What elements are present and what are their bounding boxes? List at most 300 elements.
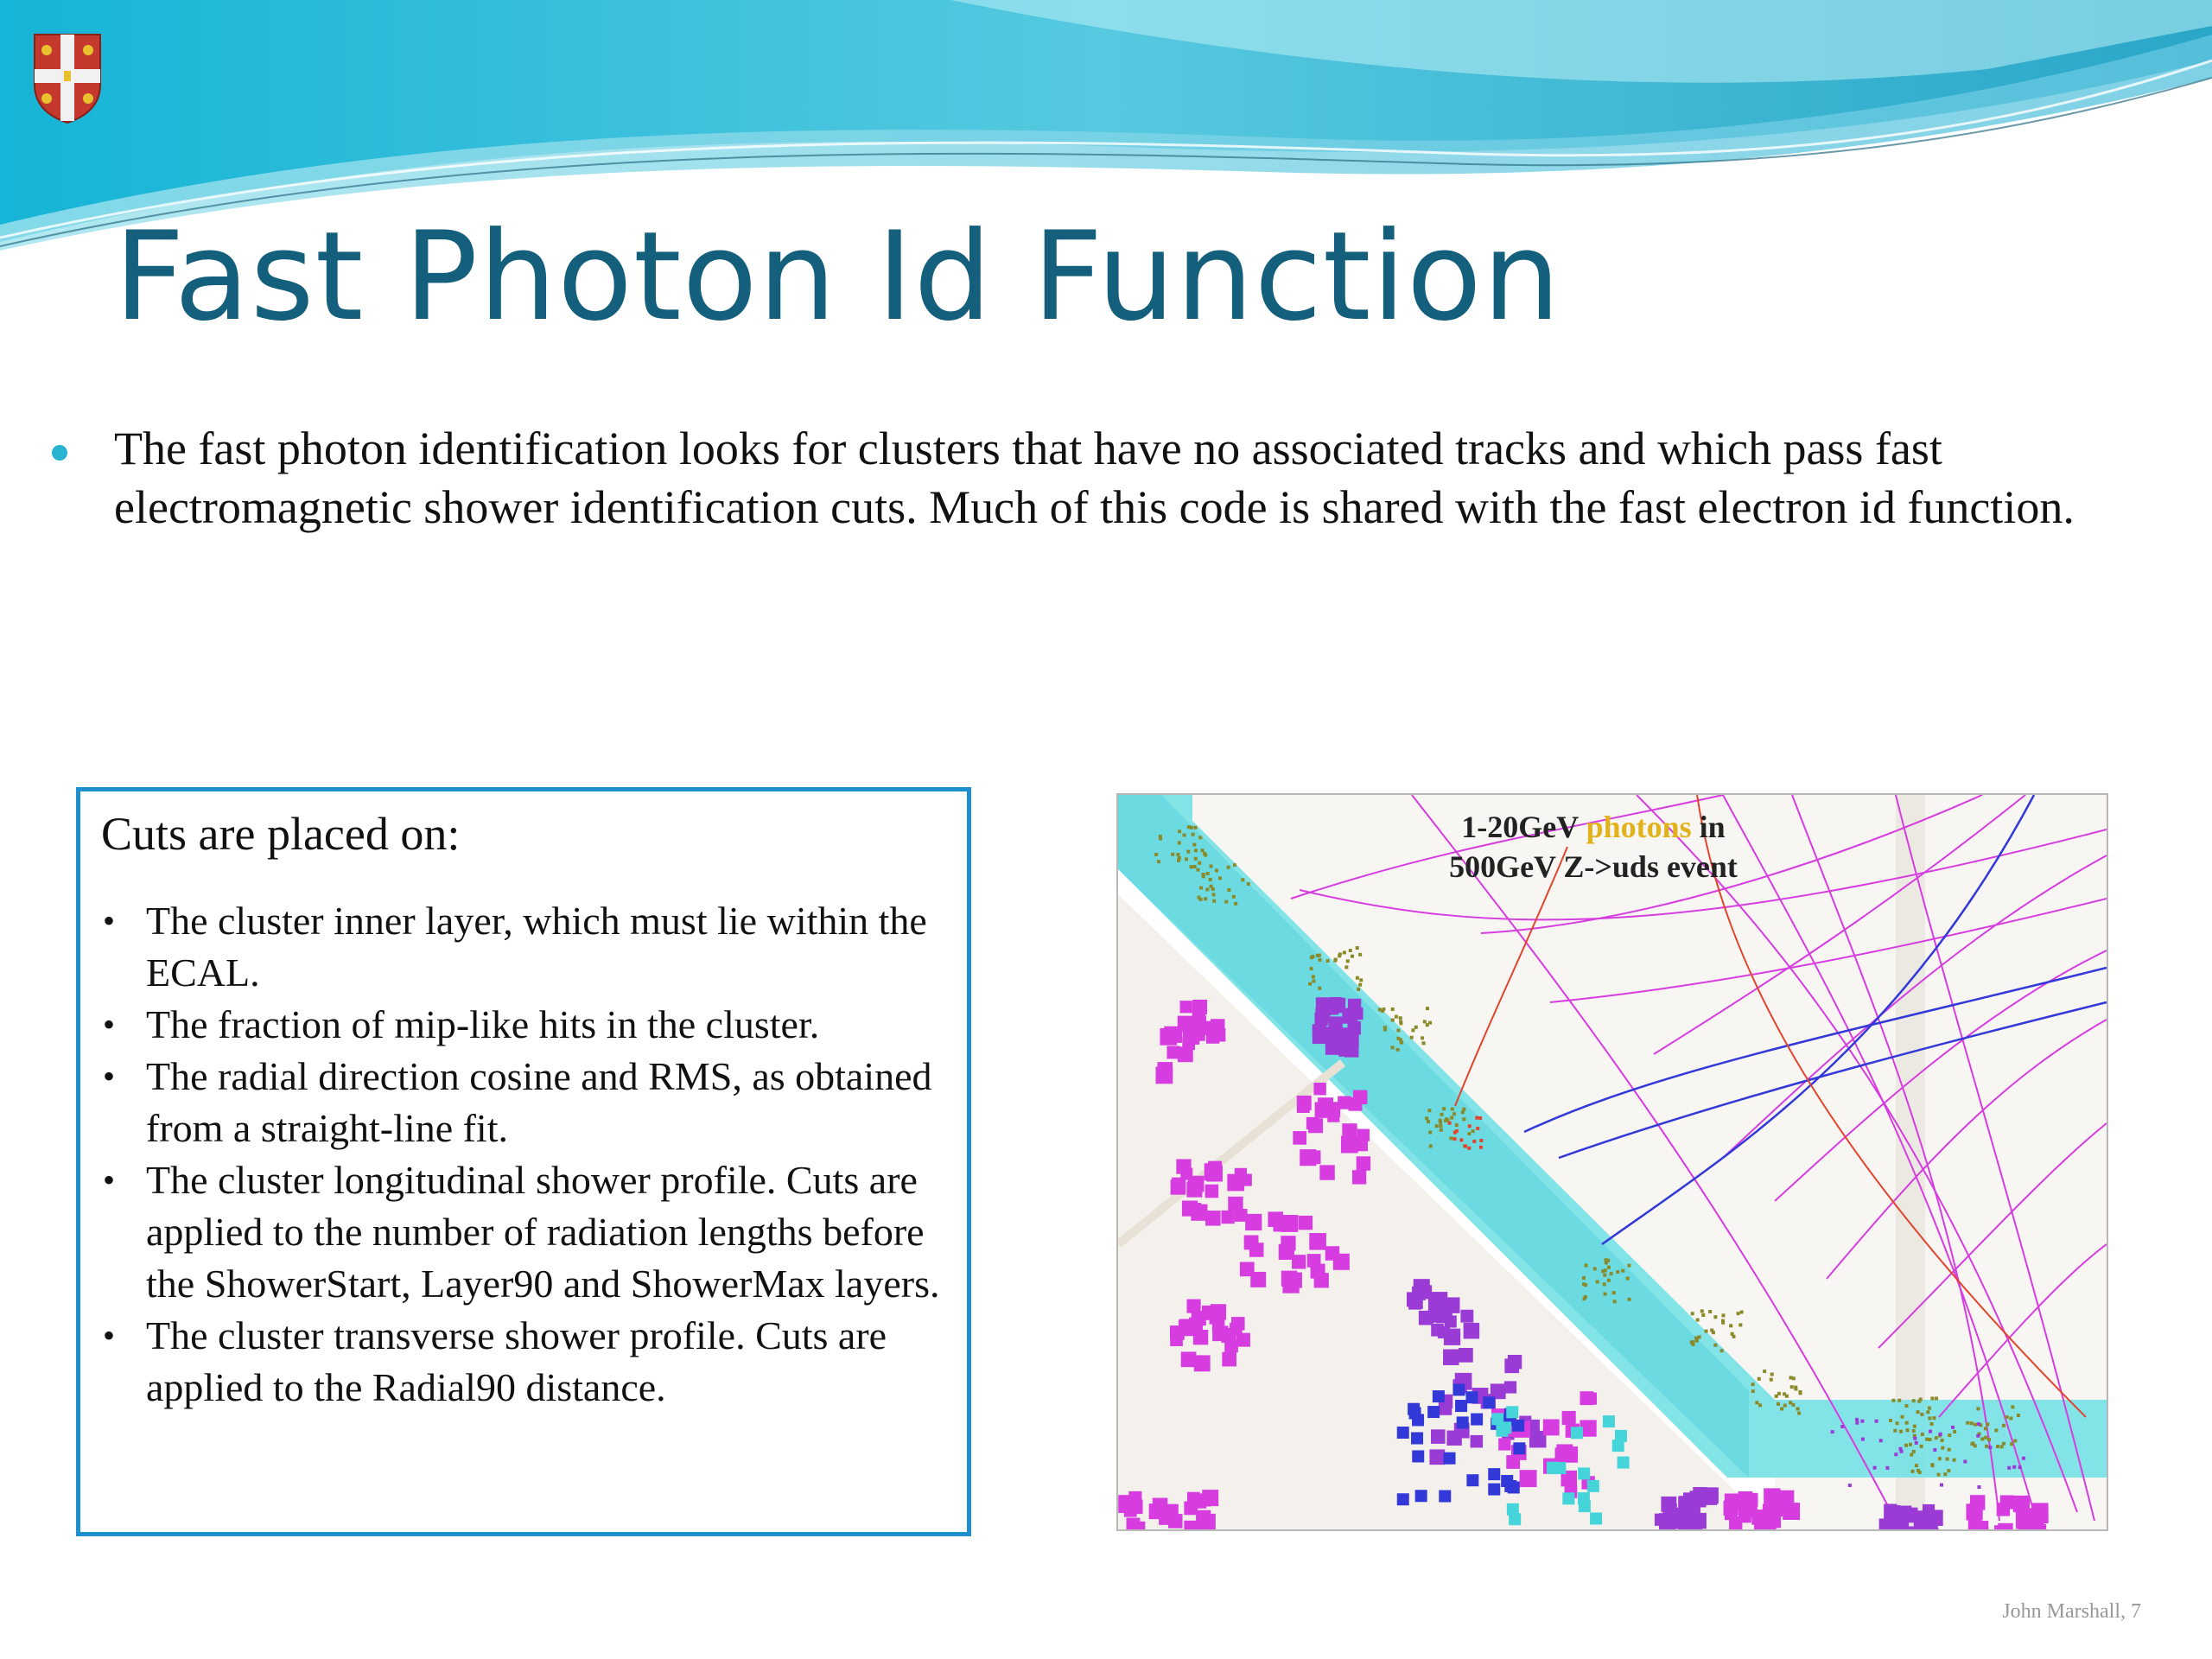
photon-hit: [1359, 978, 1363, 982]
calorimeter-hit: [1192, 1311, 1206, 1325]
photon-hit: [1232, 895, 1236, 899]
calorimeter-hit: [1198, 1514, 1216, 1529]
photon-hit: [1946, 1458, 1949, 1461]
photon-hit: [1930, 1422, 1934, 1426]
photon-hit: [2009, 1416, 2012, 1420]
calorimeter-hit: [1319, 1165, 1334, 1179]
photon-hit: [1343, 950, 1346, 954]
photon-hit: [1783, 1392, 1786, 1395]
photon-hit: [1201, 849, 1205, 852]
photon-hit: [2017, 1414, 2020, 1417]
photon-hit: [1462, 1117, 1465, 1121]
photon-hit: [1831, 1430, 1834, 1433]
calorimeter-hit: [1506, 1406, 1518, 1418]
calorimeter-hit: [1431, 1429, 1446, 1444]
photon-hit: [1422, 1041, 1426, 1045]
photon-hit: [1789, 1376, 1793, 1379]
calorimeter-hit: [1506, 1455, 1520, 1469]
bullet-dot-icon: •: [103, 901, 116, 940]
bullet-dot-icon: •: [103, 1057, 116, 1096]
photon-hit: [1893, 1429, 1897, 1433]
calorimeter-hit: [1162, 1504, 1179, 1521]
photon-hit: [1190, 865, 1193, 868]
calorimeter-hit: [1669, 1508, 1683, 1522]
photon-hit: [1356, 976, 1359, 980]
photon-hit: [1974, 1444, 1977, 1447]
calorimeter-hit: [1170, 1333, 1183, 1346]
photon-hit: [1691, 1312, 1694, 1315]
photon-hit: [1925, 1438, 1929, 1441]
photon-hit: [1933, 1448, 1936, 1452]
photon-hit: [1212, 893, 1216, 896]
photon-hit: [1796, 1407, 1800, 1410]
photon-hit: [1873, 1466, 1877, 1470]
calorimeter-hit: [1433, 1300, 1446, 1313]
photon-hit: [1904, 1404, 1908, 1408]
photon-hit: [1985, 1445, 1988, 1448]
calorimeter-hit: [1443, 1350, 1459, 1365]
calorimeter-hit: [1508, 1481, 1520, 1493]
cut-item-mip-fraction: [80, 999, 953, 1051]
photon-hit: [1698, 1335, 1701, 1338]
photon-hit: [1198, 836, 1202, 839]
calorimeter-hit: [1587, 1480, 1599, 1492]
photon-hit: [1479, 1139, 1483, 1142]
calorimeter-hit: [1222, 1352, 1236, 1367]
calorimeter-hit: [1210, 1309, 1225, 1325]
photon-hit: [1202, 874, 1205, 878]
photon-hit: [1616, 1270, 1619, 1274]
photon-hit: [1953, 1430, 1956, 1433]
photon-hit: [1468, 1124, 1471, 1128]
calorimeter-hit: [1183, 1027, 1199, 1044]
photon-hit: [1451, 1108, 1454, 1111]
photon-hit: [1312, 979, 1315, 982]
calorimeter-hit: [1247, 1214, 1260, 1227]
calorimeter-hit: [1471, 1435, 1484, 1448]
photon-hit: [1941, 1446, 1944, 1450]
calorimeter-hit: [1415, 1490, 1427, 1502]
photon-hit: [1939, 1433, 1942, 1436]
photon-hit: [1193, 865, 1197, 868]
photon-hit: [1897, 1399, 1901, 1402]
photon-hit: [1357, 988, 1360, 991]
photon-hit: [1448, 1122, 1452, 1125]
photon-hit: [1478, 1116, 1482, 1120]
photon-hit: [1758, 1403, 1762, 1407]
calorimeter-hit: [1459, 1348, 1473, 1363]
photon-hit: [1423, 1020, 1427, 1023]
photon-hit: [1740, 1311, 1744, 1314]
calorimeter-hit: [1884, 1516, 1900, 1529]
photon-hit: [2011, 1405, 2014, 1408]
calorimeter-hit: [1550, 1462, 1562, 1474]
cut-item-text: The cluster inner layer, which must lie within the ECAL.: [146, 899, 927, 995]
calorimeter-hit: [1194, 1355, 1211, 1371]
photon-hit: [1227, 888, 1230, 892]
photon-hit: [1910, 1453, 1913, 1457]
photon-hit: [1879, 1439, 1883, 1442]
calorimeter-hit: [1439, 1491, 1451, 1503]
calorimeter-hit: [1205, 1211, 1221, 1226]
calorimeter-hit: [1235, 1209, 1248, 1222]
photon-hit: [1318, 987, 1321, 990]
photon-hit: [1399, 1038, 1402, 1041]
photon-hit: [1963, 1460, 1967, 1464]
calorimeter-hit: [1465, 1391, 1478, 1403]
photon-hit: [1603, 1274, 1606, 1277]
photon-hit: [1607, 1279, 1611, 1282]
calorimeter-hit: [1571, 1427, 1583, 1439]
photon-hit: [1708, 1310, 1712, 1313]
photon-hit: [1196, 868, 1199, 872]
photon-hit: [1721, 1319, 1725, 1323]
photon-hit: [1455, 1123, 1459, 1127]
calorimeter-hit: [2000, 1495, 2014, 1509]
photon-hit: [1582, 1276, 1586, 1280]
photon-hit: [2012, 1465, 2016, 1469]
photon-hit: [1411, 1028, 1414, 1032]
cuts-box: [76, 787, 971, 1536]
calorimeter-hit: [1555, 1447, 1567, 1459]
calorimeter-hit: [1778, 1491, 1794, 1506]
photon-hit: [2007, 1466, 2011, 1470]
calorimeter-hit: [1329, 997, 1342, 1010]
calorimeter-hit: [1250, 1272, 1266, 1287]
photon-hit: [1875, 1420, 1878, 1423]
calorimeter-hit: [1483, 1396, 1495, 1408]
photon-hit: [1467, 1147, 1471, 1150]
photon-hit: [1738, 1323, 1742, 1326]
event-display-image: [1116, 793, 2108, 1531]
calorimeter-hit: [1292, 1255, 1306, 1268]
photon-hit: [1428, 1130, 1432, 1134]
photon-hit: [1935, 1436, 1938, 1440]
photon-hit: [1701, 1313, 1705, 1317]
calorimeter-hit: [1457, 1416, 1469, 1428]
photon-hit: [1467, 1132, 1471, 1135]
photon-hit: [1318, 958, 1321, 962]
photon-hit: [1391, 1007, 1395, 1011]
calorimeter-hit: [1352, 1170, 1366, 1184]
photon-hit: [1338, 952, 1342, 956]
photon-hit: [1356, 946, 1359, 950]
photon-hit: [1986, 1422, 1989, 1426]
photon-hit: [1199, 886, 1203, 889]
calorimeter-hit: [1543, 1419, 1560, 1435]
calorimeter-hit: [1488, 1468, 1500, 1480]
photon-hit: [1915, 1441, 1918, 1445]
photon-hit: [1344, 965, 1348, 969]
calorimeter-hit: [1466, 1474, 1478, 1486]
cut-item-text: The radial direction cosine and RMS, as obtained from a straight-line fit.: [146, 1054, 932, 1150]
photon-hit: [1937, 1473, 1941, 1477]
calorimeter-hit: [1325, 1102, 1340, 1117]
calorimeter-hit: [1431, 1324, 1444, 1337]
calorimeter-hit: [1520, 1470, 1537, 1487]
photon-hit: [1453, 1131, 1457, 1135]
calorimeter-hit: [1761, 1515, 1777, 1529]
photon-hit: [1613, 1300, 1617, 1303]
calorimeter-hit: [1655, 1514, 1667, 1526]
photon-hit: [1205, 887, 1209, 891]
photon-hit: [1940, 1484, 1943, 1487]
photon-hit: [2002, 1442, 2005, 1446]
calorimeter-hit: [1498, 1438, 1510, 1450]
photon-hit: [1449, 1136, 1452, 1140]
photon-hit: [1241, 878, 1244, 881]
photon-hit: [1429, 1144, 1433, 1147]
photon-hit: [1861, 1438, 1865, 1441]
photon-hit: [1209, 878, 1212, 881]
photon-hit: [2002, 1424, 2005, 1427]
photon-hit: [1780, 1407, 1783, 1410]
photon-hit: [1855, 1418, 1859, 1421]
photon-hit: [1951, 1426, 1955, 1429]
calorimeter-hit: [1409, 1407, 1421, 1419]
photon-hit: [1204, 897, 1207, 900]
calorimeter-hit: [1471, 1414, 1483, 1426]
photon-hit: [1206, 872, 1210, 875]
calorimeter-hit: [1313, 1083, 1325, 1095]
photon-hit: [1199, 898, 1203, 901]
photon-hit: [1414, 1026, 1418, 1029]
calorimeter-hit: [1192, 1004, 1205, 1017]
photon-hit: [1700, 1309, 1704, 1313]
photon-hit: [1916, 1410, 1920, 1414]
photon-hit: [1426, 1023, 1429, 1027]
calorimeter-hit: [1300, 1149, 1316, 1166]
photon-hit: [1459, 1138, 1463, 1141]
calorimeter-hit: [1309, 1233, 1326, 1250]
photon-hit: [1396, 1029, 1400, 1033]
calorimeter-hit: [1921, 1518, 1938, 1529]
photon-hit: [1612, 1291, 1616, 1294]
photon-hit: [1450, 1116, 1453, 1120]
calorimeter-hit: [1907, 1527, 1922, 1529]
photon-hit: [1791, 1403, 1795, 1407]
calorimeter-hit: [1603, 1415, 1615, 1427]
photon-hit: [1929, 1438, 1932, 1441]
calorimeter-hit: [1439, 1402, 1452, 1414]
photon-hit: [1691, 1343, 1694, 1346]
bullet-dot-icon: •: [103, 1160, 116, 1199]
calorimeter-hit: [1397, 1427, 1409, 1439]
photon-hit: [1234, 902, 1237, 906]
photon-hit: [1751, 1389, 1755, 1393]
photon-hit: [1916, 1469, 1920, 1472]
photon-hit: [1198, 861, 1201, 865]
calorimeter-hit: [1353, 1090, 1367, 1104]
photon-hit: [1215, 868, 1218, 872]
calorimeter-hit: [1311, 1264, 1325, 1279]
photon-hit: [1308, 982, 1312, 986]
calorimeter-hit: [1738, 1510, 1751, 1523]
calorimeter-hit: [1590, 1512, 1602, 1524]
cut-item-longitudinal-profile: [80, 1154, 953, 1310]
photon-hit: [1751, 1382, 1755, 1386]
photon-hit: [1980, 1437, 1984, 1440]
photon-hit: [1994, 1428, 1998, 1432]
photon-hit: [1977, 1422, 1980, 1426]
calorimeter-hit: [1464, 1323, 1480, 1339]
photon-hit: [1439, 1119, 1442, 1122]
calorimeter-hit: [2028, 1513, 2044, 1529]
calorimeter-hit: [1580, 1391, 1593, 1405]
photon-hit: [1913, 1437, 1916, 1440]
photon-hit: [2013, 1440, 2017, 1443]
photon-hit: [1790, 1385, 1794, 1389]
photon-hit: [1970, 1421, 1974, 1425]
photon-hit: [1628, 1298, 1631, 1301]
photon-hit: [1896, 1421, 1899, 1425]
photon-hit: [1472, 1140, 1476, 1143]
photon-hit: [1848, 1484, 1852, 1487]
photon-hit: [1889, 1419, 1892, 1422]
calorimeter-hit: [1182, 1200, 1198, 1216]
photon-hit: [1396, 1048, 1400, 1052]
photon-hit: [1920, 1413, 1923, 1416]
calorimeter-hit: [1244, 1236, 1259, 1250]
photon-hit: [1381, 1009, 1384, 1013]
photon-hit: [1426, 1007, 1429, 1010]
calorimeter-hit: [1764, 1488, 1780, 1504]
calorimeter-hit: [1508, 1355, 1522, 1369]
calorimeter-hit: [1725, 1507, 1738, 1520]
photon-hit: [1770, 1372, 1774, 1376]
photon-hit: [1898, 1447, 1902, 1451]
calorimeter-hit: [1562, 1411, 1576, 1425]
photon-hit: [1351, 955, 1354, 958]
photon-hit: [1210, 864, 1213, 868]
photon-hit: [1410, 1036, 1414, 1039]
calorimeter-hit: [1429, 1449, 1445, 1465]
photon-hit: [1731, 1332, 1734, 1336]
photon-hit: [1860, 1420, 1864, 1423]
photon-hit: [1783, 1404, 1787, 1408]
photon-hit: [1462, 1108, 1465, 1111]
photon-hit: [1904, 1444, 1908, 1447]
photon-hit: [2022, 1457, 2025, 1460]
cuts-heading: Cuts are placed on:: [101, 808, 461, 860]
photon-hit: [1194, 857, 1198, 861]
photon-hit: [1383, 1027, 1387, 1031]
calorimeter-hit: [1997, 1527, 2012, 1529]
calorimeter-hit: [1313, 1027, 1330, 1044]
photon-hit: [1794, 1386, 1797, 1389]
photon-hit: [1953, 1459, 1956, 1462]
photon-hit: [1911, 1470, 1915, 1473]
photon-hit: [1192, 833, 1195, 836]
photon-hit: [1607, 1266, 1611, 1269]
photon-hit: [1176, 853, 1179, 856]
event-label-photons: photons: [1586, 810, 1692, 844]
calorimeter-hit: [1578, 1492, 1590, 1504]
calorimeter-hit: [1178, 1046, 1193, 1062]
photon-hit: [1603, 1282, 1606, 1286]
photon-hit: [1425, 1116, 1428, 1120]
photon-hit: [1988, 1446, 1992, 1449]
photon-hit: [1930, 1396, 1934, 1400]
photon-hit: [1976, 1434, 1980, 1438]
calorimeter-hit: [1293, 1131, 1306, 1145]
cut-item-transverse-profile: [80, 1310, 953, 1414]
calorimeter-hit: [1306, 1117, 1319, 1129]
photon-hit: [1909, 1443, 1912, 1446]
calorimeter-hit: [1970, 1503, 1983, 1516]
photon-hit: [1938, 1457, 1942, 1460]
calorimeter-hit: [1499, 1421, 1511, 1433]
photon-hit: [1178, 841, 1181, 844]
photon-hit: [1171, 853, 1174, 856]
calorimeter-hit: [1419, 1311, 1433, 1325]
photon-hit: [1585, 1263, 1588, 1267]
photon-hit: [1464, 1144, 1467, 1147]
slide-title: Fast Photon Id Function: [114, 206, 1561, 348]
photon-hit: [1349, 949, 1352, 952]
calorimeter-hit: [1453, 1383, 1465, 1395]
photon-hit: [1326, 959, 1330, 963]
photon-hit: [1358, 953, 1362, 957]
photon-hit: [1601, 1269, 1605, 1273]
calorimeter-hit: [1281, 1271, 1297, 1287]
photon-hit: [1713, 1315, 1717, 1319]
photon-hit: [1427, 1109, 1431, 1112]
calorimeter-hit: [1562, 1492, 1574, 1504]
calorimeter-hit: [1127, 1518, 1141, 1529]
photon-hit: [1435, 1124, 1439, 1128]
photon-hit: [1930, 1463, 1934, 1466]
cut-item-radial-direction: [80, 1051, 953, 1154]
photon-hit: [1966, 1421, 1969, 1425]
calorimeter-hit: [1348, 999, 1361, 1012]
cut-item-text: The cluster transverse shower profile. Cuts are applied to the Radial90 distance.: [146, 1313, 887, 1409]
cuts-list: [80, 895, 953, 1414]
calorimeter-hit: [1460, 1310, 1473, 1323]
photon-hit: [1233, 863, 1236, 867]
photon-hit: [1224, 900, 1228, 904]
event-label-in: in: [1691, 810, 1726, 844]
photon-hit: [1976, 1407, 1980, 1410]
photon-hit: [1190, 826, 1193, 830]
calorimeter-hit: [1211, 1019, 1225, 1033]
photon-hit: [1211, 887, 1215, 891]
bullet-dot-icon: •: [103, 1005, 116, 1044]
calorimeter-hit: [1455, 1400, 1467, 1412]
photon-hit: [1840, 1425, 1844, 1428]
calorimeter-hit: [1679, 1496, 1691, 1508]
photon-hit: [1713, 1344, 1717, 1347]
photon-hit: [1894, 1452, 1897, 1456]
photon-hit: [1797, 1412, 1801, 1415]
photon-hit: [1912, 1450, 1916, 1453]
calorimeter-hit: [1180, 1001, 1192, 1013]
photon-hit: [1915, 1464, 1918, 1467]
cut-item-text: The cluster longitudinal shower profile. Cuts are applied to the number of radiation lengths before the ShowerStart, Layer90 and ShowerMax layers.: [146, 1158, 940, 1306]
photon-hit: [1399, 1020, 1402, 1024]
calorimeter-hit: [1235, 1168, 1247, 1180]
photon-hit: [1183, 834, 1186, 837]
photon-hit: [1421, 1036, 1424, 1039]
calorimeter-hit: [1341, 1136, 1358, 1154]
photon-hit: [1606, 1259, 1610, 1262]
calorimeter-hit: [1333, 1255, 1346, 1268]
photon-hit: [1977, 1485, 1980, 1489]
calorimeter-hit: [1316, 997, 1329, 1010]
calorimeter-hit: [1149, 1503, 1165, 1519]
calorimeter-hit: [1231, 1317, 1244, 1330]
university-crest-logo: [31, 31, 104, 124]
